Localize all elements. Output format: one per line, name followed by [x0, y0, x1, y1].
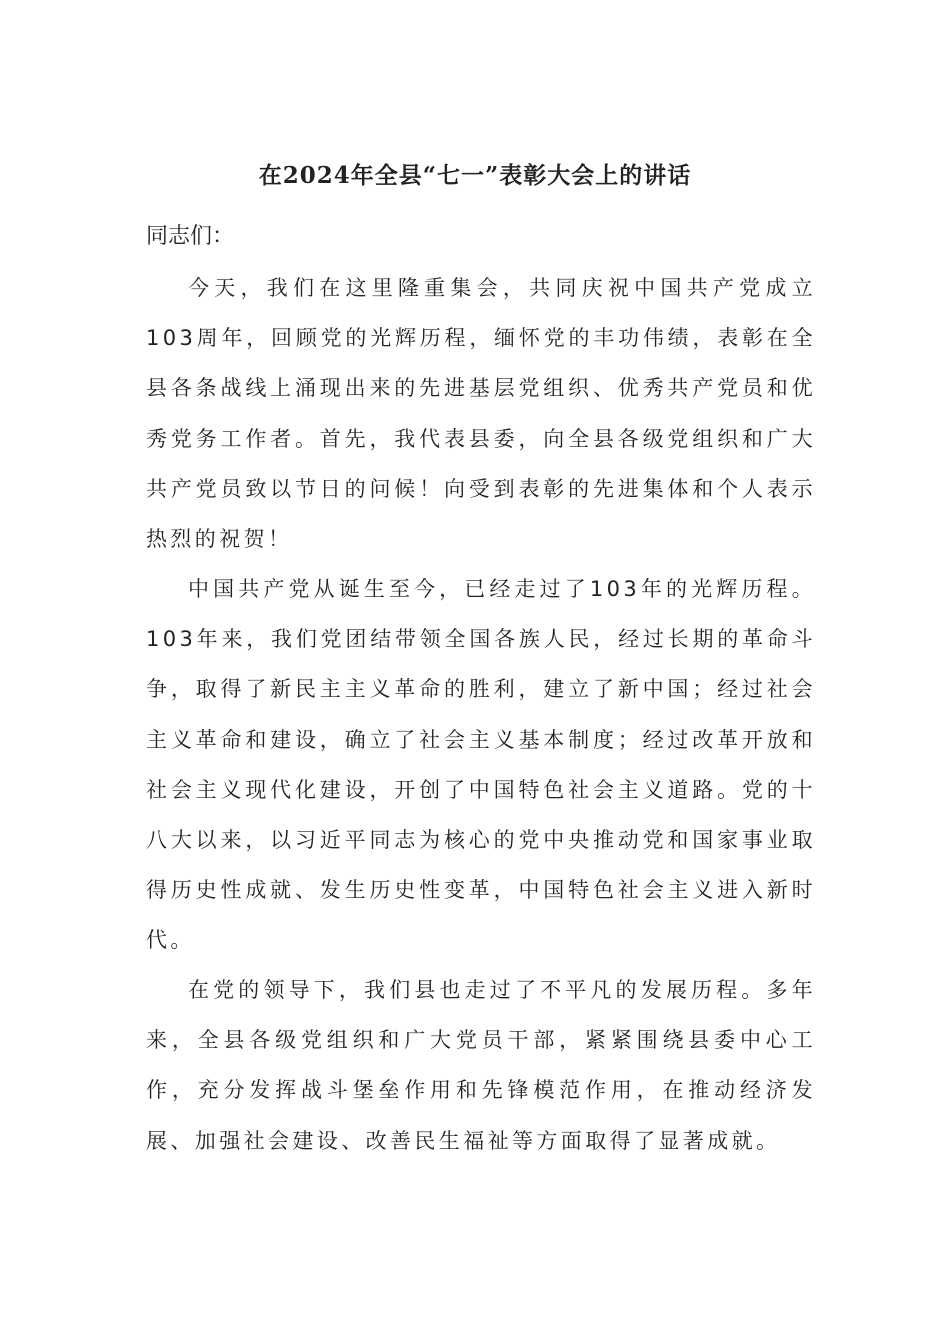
- salutation: 同志们：: [146, 224, 235, 249]
- paragraph: 在党的领导下，我们县也走过了不平凡的发展历程。多年来，全县各级党组织和广大党员干部，紧紧围绕县委中心工作，充分发挥战斗堡垒作用和先锋模范作用，在推动经济发展、加强社会建设、改善民生福祉等方面取得了显著成就。: [146, 978, 816, 1153]
- document-title: 在2024年全县“七一”表彰大会上的讲话: [258, 162, 692, 189]
- paragraph: 中国共产党从诞生至今，已经走过了103年的光辉历程。103年来，我们党团结带领全国各族人民，经过长期的革命斗争，取得了新民主主义革命的胜利，建立了新中国；经过社会主义革命和建设，确立了社会主义基本制度；经过改革开放和社会主义现代化建设，开创了中国特色社会主义道路。党的十八大以来，以习近平同志为核心的党中央推动党和国家事业取得历史性成就、发生历史性变革，中国特色社会主义进入新时代。: [146, 577, 816, 953]
- paragraph: 今天，我们在这里隆重集会，共同庆祝中国共产党成立103周年，回顾党的光辉历程，缅怀党的丰功伟绩，表彰在全县各条战线上涌现出来的先进基层党组织、优秀共产党员和优秀党务工作者。首先，我代表县委，向全县各级党组织和广大共产党员致以节日的问候！向受到表彰的先进集体和个人表示热烈的祝贺！: [146, 276, 816, 552]
